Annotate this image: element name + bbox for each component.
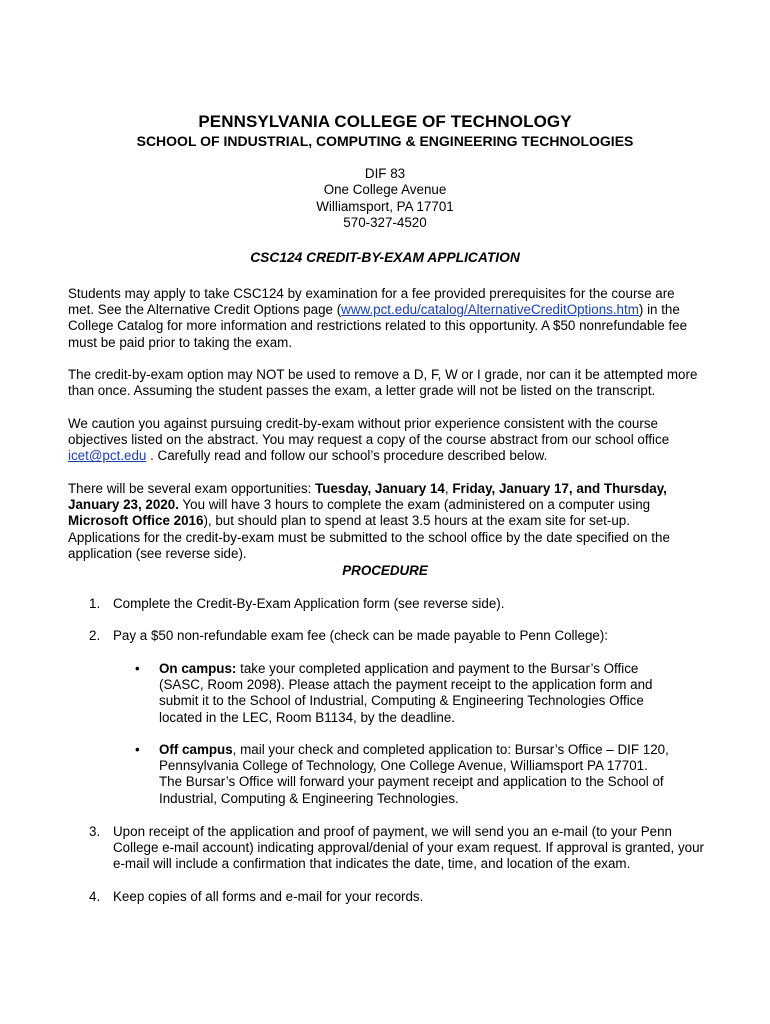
step-number: 1. <box>89 596 101 611</box>
exam-date-1: Tuesday, January 14 <box>315 481 445 496</box>
document-header <box>0 111 770 150</box>
bullet-icon: • <box>135 661 140 676</box>
step-text: Upon receipt of the application and proof of payment, we will send you an e-mail (to your Penn College e-mail account) indicating approval/denial of your exam request. If approval is granted, your e-mail will include a confirmation that indicates the date, time, and location of the exam. <box>113 824 704 872</box>
intro-text: You will have 3 hours to complete the exam (administered on a computer using <box>178 497 651 513</box>
intro-text: Students may apply to take CSC124 by examination for a fee provided prerequisites for the course are met. See the Alternative Credit Options page ( <box>68 286 675 318</box>
bullet-body: , mail your check and completed application to: Bursar’s Office – DIF 120, Pennsylvania College of Technology, One College Avenue, Williamsport PA 17701. The Bursar’s Office will forward your payment receipt and application to the School of Industrial, Computing & Engineering Technologies. <box>159 742 669 806</box>
bullet-label: Off campus <box>159 742 233 757</box>
intro-text: There will be several exam opportunities: <box>68 481 316 496</box>
exam-date-2: Friday, January 17, and Thursday, January 23, 2020. <box>68 481 667 513</box>
intro-paragraph-2: The credit-by-exam option may NOT be used to remove a D, F, W or I grade, nor can it be attempted more than once. Assuming the student passes the exam, a letter grade will not be listed on the transcript. <box>68 367 698 399</box>
intro-text: ) in the College Catalog for more information and restrictions related to this opportunity. A $50 nonrefundable fee must be paid prior to taking the exam. <box>68 302 688 350</box>
step-number: 2. <box>89 628 101 643</box>
school-name: SCHOOL OF INDUSTRIAL, COMPUTING & ENGINEERING TECHNOLOGIES <box>136 133 634 149</box>
alternative-credit-link[interactable]: www.pct.edu/catalog/AlternativeCreditOptions.htm <box>341 302 639 318</box>
intro-paragraph-1 <box>68 286 704 351</box>
school-email-link[interactable]: icet@pct.edu <box>68 448 147 464</box>
school-address <box>0 166 770 232</box>
step-number: 3. <box>89 824 101 839</box>
step-text: Complete the Credit-By-Exam Application form (see reverse side). <box>113 596 505 611</box>
address-street: One College Avenue <box>323 182 447 198</box>
step-number: 4. <box>89 889 101 904</box>
institution-name: PENNSYLVANIA COLLEGE OF TECHNOLOGY <box>198 112 572 131</box>
address-office: DIF 83 <box>364 166 406 181</box>
address-phone: 570-327-4520 <box>343 215 427 231</box>
exam-software: Microsoft Office 2016 <box>68 513 204 529</box>
procedure-heading: PROCEDURE <box>342 563 428 578</box>
intro-paragraph-3 <box>68 416 704 465</box>
bullet-icon: • <box>135 742 140 757</box>
application-title: CSC124 CREDIT-BY-EXAM APPLICATION <box>250 250 520 265</box>
intro-text: , <box>444 481 453 496</box>
bullet-label: On campus: <box>159 661 237 676</box>
step-text: Keep copies of all forms and e-mail for your records. <box>113 889 424 904</box>
bullet-text <box>159 661 674 726</box>
bullet-body: take your completed application and payment to the Bursar’s Office (SASC, Room 2098). Please attach the payment receipt to the application form and submit it to the School of Industrial, Computing & Engineering Technologies Office located in the LEC, Room B1134, by the deadline. <box>159 661 653 725</box>
address-city: Williamsport, PA 17701 <box>316 198 454 214</box>
intro-text: We caution you against pursuing credit-by-exam without prior experience consistent with the course objectives listed on the abstract. You may request a copy of the course abstract from our school office <box>68 416 670 448</box>
intro-text: . Carefully read and follow our school’s procedure described below. <box>146 448 548 464</box>
intro-text: ), but should plan to spend at least 3.5 hours at the exam site for set-up. Applications for the credit-by-exam must be submitted to the school office by the date specified on the application (see reverse side). <box>68 513 670 561</box>
bullet-text <box>159 742 674 807</box>
step-text: Pay a $50 non-refundable exam fee (check can be made payable to Penn College): <box>113 628 609 643</box>
exam-dates-paragraph <box>68 481 704 562</box>
